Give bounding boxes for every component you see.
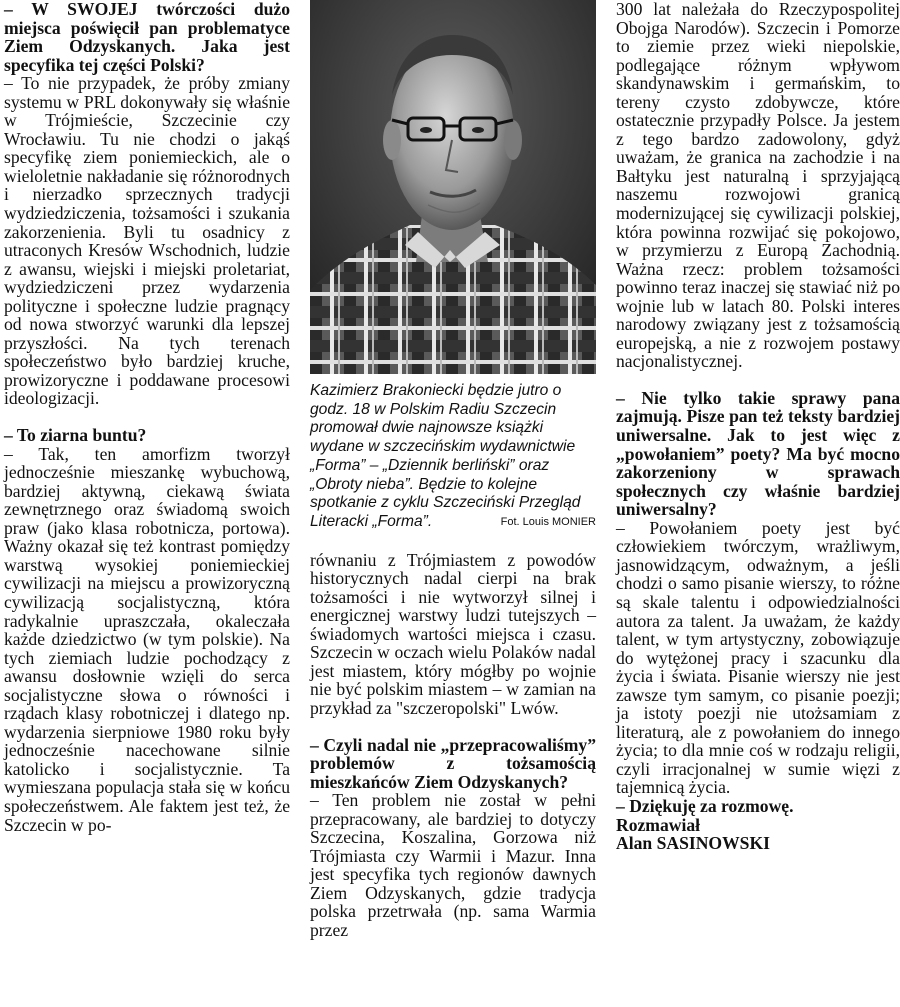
interview-question-3: – Czyli nadal nie „przepracowaliśmy” problemów z tożsamością mieszkańców Ziem Odzyskanych? — [310, 734, 596, 792]
interview-question-4: – Nie tylko takie sprawy pana zajmują. Pisze pan też teksty bardziej uniwersalne. Jak to jest więc z „powołaniem” poety? Ma być mocno zakorzeniony w sprawach społecznych czy właśnie bardziej uniwersalny? — [616, 387, 900, 520]
interview-answer-1: – To nie przypadek, że próby zmiany systemu w PRL dokonywały się właśnie w Trójmieście, Szczecinie czy Wrocławiu. Tu nie chodzi o jakąś specyfikę ziem poniemieckich, ale o wieloletnie nakładanie się różnorodnych i nierzadko sprzecznych tradycji wydziedziczenia, tożsamości i szukania zakorzenienia. Byli tu osadnicy z utraconych Kresów Wschodnich, ludzie z awansu, wiejski i miejski proletariat, wydziedziczeni przez wydarzenia polityczne i społeczne ludzie pragnący od nowa stworzyć warunki dla lepszej przyszłości. Na tych terenach społeczeństwo było bardziej kruche, prowizoryczne i poddawane procesowi ideologizacji. — [4, 73, 290, 409]
photo-credit: Fot. Louis MONIER — [500, 515, 596, 528]
interview-question-2: – To ziarna buntu? — [4, 425, 147, 446]
author-portrait-photo — [310, 0, 596, 374]
article-column-3 — [616, 0, 900, 853]
interview-answer-2: – Tak, ten amorfizm tworzył jednocześnie mieszankę wybuchową, bardziej aktywną, ciekawą świata zewnętrznego oraz świadomą swoich praw (jako klasa robotnicza, portowa). Ważny okazał się też kontrast pomiędzy warstwą wysokiej poniemieckiej cywilizacji na miejscu a prowizoryczną cywilizacją socjalistyczną, która radykalnie upraszczała, okaleczała każde dziedzictwo (w tym polskie). Na tych ziemiach ludzie pochodzący z awansu dosłownie wzięli do serca socjalistyczne słowa o równości i rządach klasy robotniczej i dlatego np. wydarzenia sierpniowe 1980 roku były jednocześnie nacechowane silnie katolicko i socjalistycznie. Ta wymieszana populacja stała się w końcu społeczeństwem. Ale faktem jest też, że Szczecin w po- — [4, 443, 290, 835]
photo-caption — [310, 382, 596, 534]
interview-answer-3-continuation: 300 lat należała do Rzeczypospolitej Obojga Narodów). Szczecin i Pomorze to ziemie przez wieki niepolskie, podlegające różnym wpływom skandynawskim i germańskim, to tereny czysto zdobywcze, które ostatecznie przypadły Polsce. Ja jestem z tego bardzo zadowolony, gdyż uważam, że granica na zachodzie i na Bałtyku jest naturalną i sprzyjającą naszemu rozwojowi granicą modernizującej się cywilizacji polskiej, która powinna rozwijać się pokojowo, w przymierzu z Europą Zachodnią. Ważna rzecz: problem tożsamości powinno teraz inaczej się stawiać niż po wojnie lub w latach 80. Polski interes narodowy związany jest z tożsamością europejską, a nie z rozwojem postawy nacjonalistycznej. — [616, 0, 900, 372]
interview-answer-3: – Ten problem nie został w pełni przepracowany, ale bardziej to dotyczy Szczecina, Koszalina, Gorzowa niż Trójmiasta czy Warmii i Mazur. Inna jest specyfika tych regionów dawnych Ziem Odzyskanych, gdzie tradycja polska przetrwała (np. sama Warmia przez — [310, 790, 596, 941]
photo-caption-text: Kazimierz Brakoniecki będzie jutro o godz. 18 w Polskim Radiu Szczecin promował dwie najnowsze książki wydane w szczecińskim wydawnictwie „Forma” – „Dziennik berliński” oraz „Obroty nieba”. Będzie to kolejne spotkanie z cyklu Szczeciński Przegląd Literacki „Forma”. — [310, 382, 581, 530]
closing-thanks: – Dziękuję za rozmowę. — [616, 795, 794, 816]
interview-question-1: – W SWOJEJ twórczości dużo miejsca poświęcił pan problematyce Ziem Odzyskanych. Jaka jest specyfika tej części Polski? — [4, 0, 290, 75]
interviewer-label: Rozmawiał — [616, 814, 701, 835]
article-column-2 — [310, 0, 596, 940]
article-column-1 — [4, 0, 290, 834]
interview-answer-4: – Powołaniem poety jest być człowiekiem twórczym, wrażliwym, jasnowidzącym, odważnym, a jeśli chodzi o samo pisanie wierszy, to różne są skale talentu i odpowiedzialności autora za talent. Ja uważam, że każdy talent, w tym artystyczny, zobowiązuje do wytężonej pracy i szacunku dla życia i świata. Pisanie wierszy nie jest zawsze tym samym, co pisanie poezji; ja istoty poezji nie utożsamiam z literaturą, ale z powołaniem do innego życia; to dla mnie coś w rodzaju religii, czyli irracjonalnej w sumie więzi z tajemnicą życia. — [616, 517, 900, 798]
interviewer-name: Alan SASINOWSKI — [616, 833, 770, 854]
interview-answer-continuation: równaniu z Trójmiastem z powodów historycznych nadal cierpi na brak tożsamości i nie wytworzył silnej i energicznej warstwy ludzi tutejszych – świadomych wartości miejsca i czasu. Szczecin w oczach wielu Polaków nadal jest miastem, który mógłby po wojnie nie być polskim miastem – w zamian na przykład za "szczeropolski" Lwów. — [310, 549, 596, 718]
